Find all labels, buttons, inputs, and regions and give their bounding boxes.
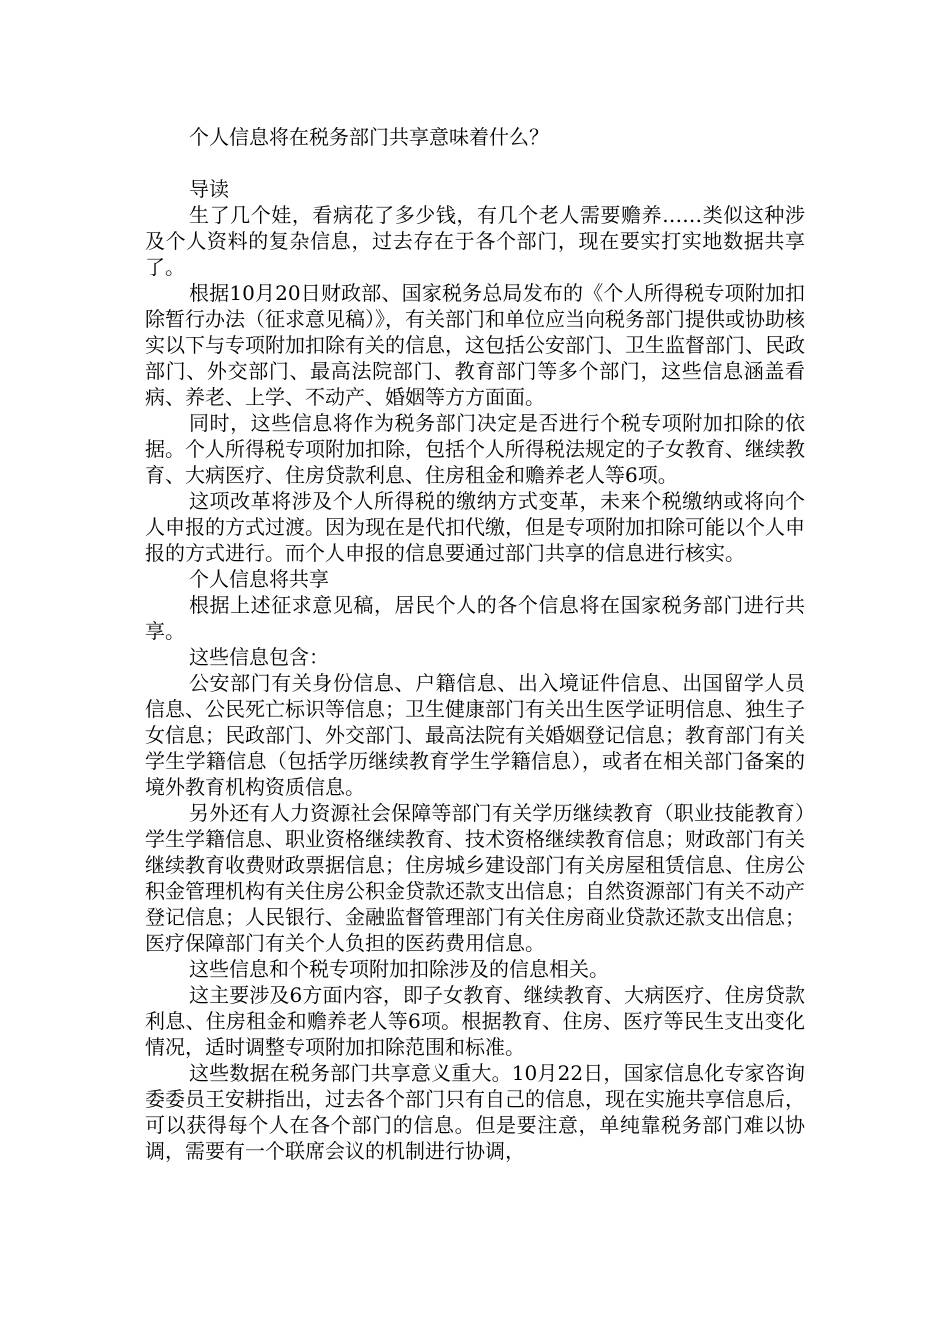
paragraph-six-items: 这主要涉及6方面内容，即子女教育、继续教育、大病医疗、住房贷款利息、住房租金和赡养老人等6项。根据教育、住房、医疗等民生支出变化情况，适时调整专项附加扣除范围和标准。 [145,983,805,1059]
paragraph-policy: 根据10月20日财政部、国家税务总局发布的《个人所得税专项附加扣除暂行办法（征求意见稿）》，有关部门和单位应当向税务部门提供或协助核实以下与专项附加扣除有关的信息，这包括公安部门、卫生监督部门、民政部门、外交部门、最高法院部门、教育部门等多个部门，这些信息涵盖看病、养老、上学、不动产、婚姻等方方面面。 [145,281,805,409]
paragraph-other-info: 另外还有人力资源社会保障等部门有关学历继续教育（职业技能教育）学生学籍信息、职业资格继续教育、技术资格继续教育信息；财政部门有关继续教育收费财政票据信息；住房城乡建设部门有关房屋租赁信息、住房公积金管理机构有关住房公积金贷款还款支出信息；自然资源部门有关不动产登记信息；人民银行、金融监督管理部门有关住房商业贷款还款支出信息；医疗保障部门有关个人负担的医药费用信息。 [145,801,805,955]
paragraph-reform: 这项改革将涉及个人所得税的缴纳方式变革，未来个税缴纳或将向个人申报的方式过渡。因为现在是代扣代缴，但是专项附加扣除可能以个人申报的方式进行。而个人申报的信息要通过部门共享的信息进行核实。 [145,489,805,565]
document-body [145,124,805,1164]
paragraph-significance: 这些数据在税务部门共享意义重大。10月22日，国家信息化专家咨询委委员王安耕指出，过去各个部门只有自己的信息，现在实施共享信息后，可以获得每个人在各个部门的信息。但是要注意，单纯靠税务部门难以协调，需要有一个联席会议的机制进行协调， [145,1061,805,1163]
paragraph-basis: 同时，这些信息将作为税务部门决定是否进行个税专项附加扣除的依据。个人所得税专项附加扣除，包括个人所得税法规定的子女教育、继续教育、大病医疗、住房贷款利息、住房租金和赡养老人等6项。 [145,411,805,487]
blank-line [145,150,805,176]
paragraph-related: 这些信息和个税专项附加扣除涉及的信息相关。 [189,957,609,981]
section-heading-sharing: 个人信息将共享 [189,567,329,591]
document-title: 个人信息将在税务部门共享意味着什么？ [189,125,549,149]
paragraph-department-info: 公安部门有关身份信息、户籍信息、出入境证件信息、出国留学人员信息、公民死亡标识等信息；卫生健康部门有关出生医学证明信息、独生子女信息；民政部门、外交部门、最高法院有关婚姻登记信息；教育部门有关学生学籍信息（包括学历继续教育学生学籍信息），或者在相关部门备案的境外教育机构资质信息。 [145,671,805,799]
paragraph-includes: 这些信息包含： [189,645,329,669]
paragraph-intro: 生了几个娃，看病花了多少钱，有几个老人需要赡养……类似这种涉及个人资料的复杂信息，过去存在于各个部门，现在要实打实地数据共享了。 [145,203,805,279]
paragraph-lead-label: 导读 [189,177,229,201]
paragraph-sharing: 根据上述征求意见稿，居民个人的各个信息将在国家税务部门进行共享。 [145,593,805,643]
